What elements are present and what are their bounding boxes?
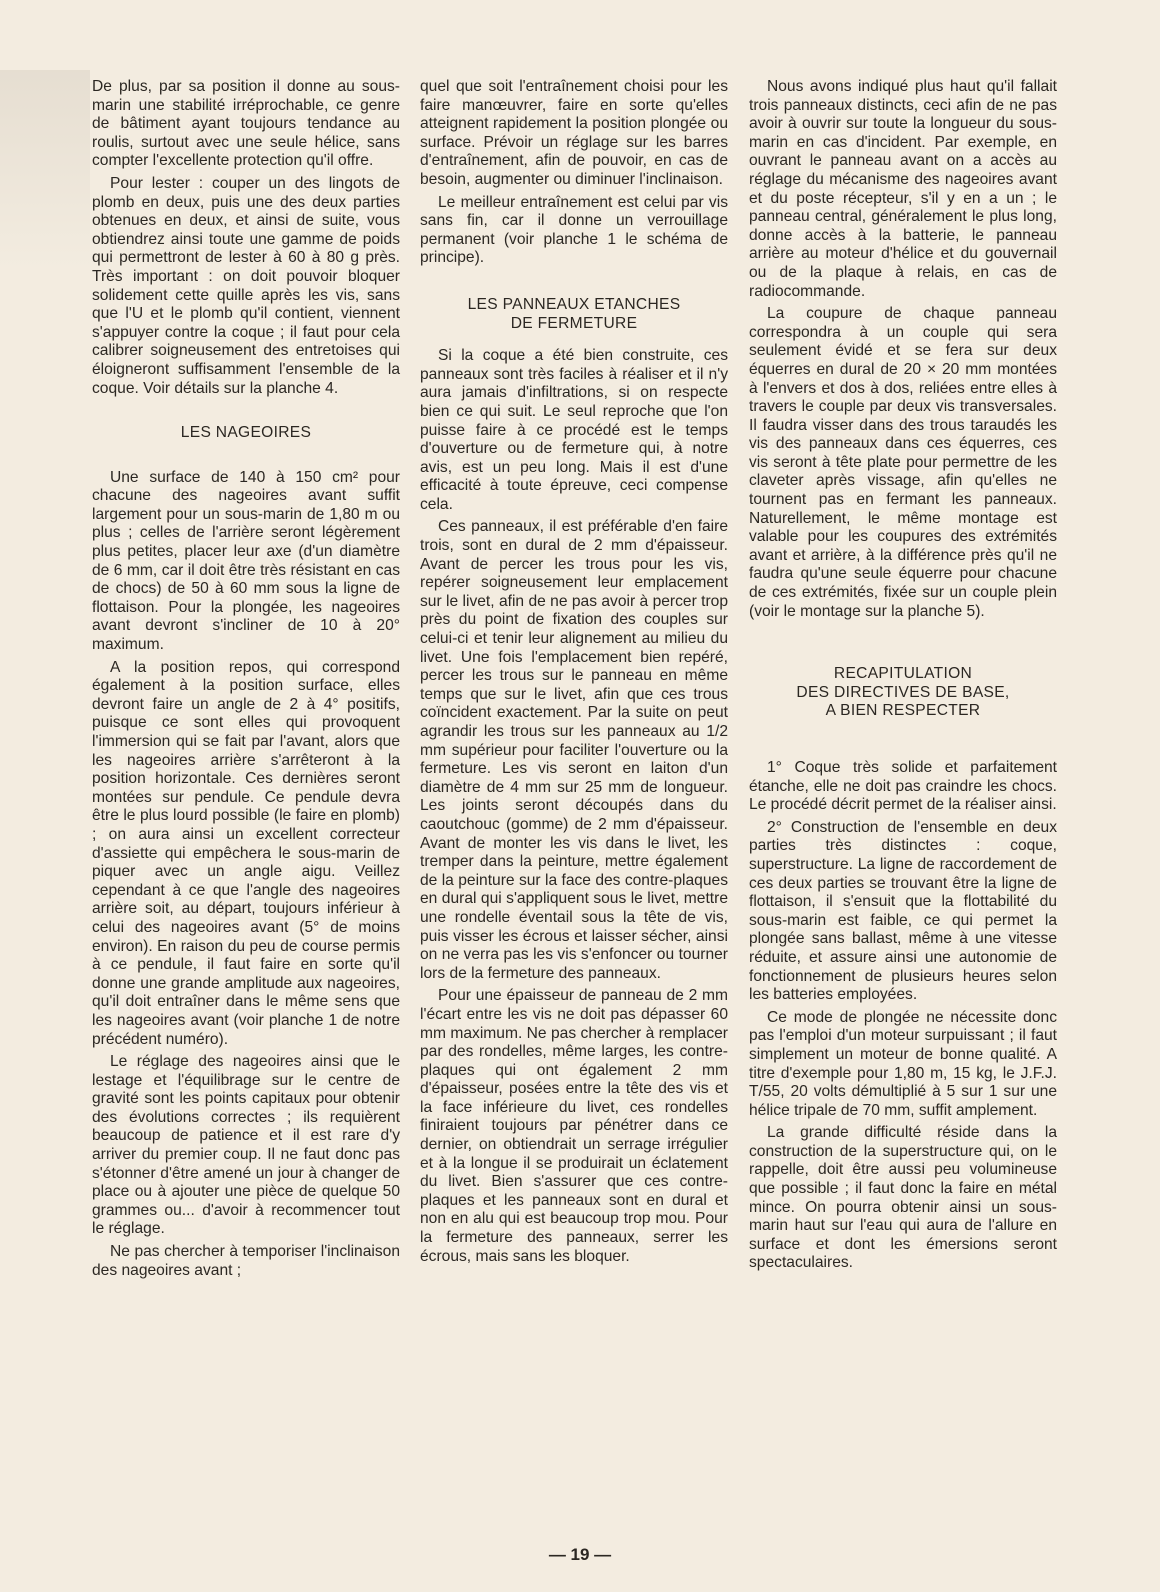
text-column-3: [749, 78, 1057, 1277]
page-stain: [0, 70, 90, 270]
paragraph: De plus, par sa position il donne au sous-marin une stabilité irréprochable, ce genre de bâtiment ayant toujours tendance au roulis, surtout avec une seule hélice, sans compter l'excellente protection qu'il offre.: [92, 78, 400, 170]
paragraph: Ne pas chercher à temporiser l'inclinaison des nageoires avant ;: [92, 1243, 400, 1279]
paragraph: A la position repos, qui correspond également à la position surface, elles devront faire un angle de 2 à 4° positifs, puisque ce sont elles qui provoquent l'immersion qui se fait par l'avant, alors que les nageoires arrière s'arrêteront à la position horizontale. Ces dernières seront montées sur pendule. Ce pendule devra être le plus lourd possible (le faire en plomb) ; on aura ainsi un excellent correcteur d'assiette qui empêchera le sous-marin de piquer avec un angle aigu. Veillez cependant à ce que l'angle des nageoires arrière soit, au départ, toujours inférieur à celui des nageoires avant (5° de moins environ). En raison du peu de course permis à ce pendule, il faut faire en sorte qu'il donne une grande amplitude aux nageoires, qu'il doit entraîner dans le même sens que les nageoires avant (voir planche 1 de notre précédent numéro).: [92, 658, 400, 1048]
section-heading-panneaux: [420, 296, 728, 333]
heading-line: LES PANNEAUX ETANCHES: [467, 295, 681, 313]
paragraph: quel que soit l'entraînement choisi pour les faire manœuvrer, faire en sorte qu'elles atteignent rapidement la position plongée ou surface. Prévoir un réglage sur les barres d'entraînement, afin de pouvoir, en cas de besoin, augmenter ou diminuer l'inclinaison.: [420, 78, 728, 188]
paragraph: Le réglage des nageoires ainsi que le lestage et l'équilibrage sur le centre de gravité sont les points capitaux pour obtenir des évolutions correctes ; ils requièrent beaucoup de patience et il est rare d'y arriver du premier coup. Il ne faut donc pas s'étonner d'être amené un jour à changer de place ou à ajouter une pièce de quelque 50 grammes ou... d'avoir à recommencer tout le réglage.: [92, 1053, 400, 1238]
paragraph: Nous avons indiqué plus haut qu'il fallait trois panneaux distincts, ceci afin de ne pas avoir à ouvrir sur toute la longueur du sous-marin en cas d'incident. Par exemple, en ouvrant le panneau avant on a accès au réglage du mécanisme des nageoires avant et du poste récepteur, s'il y en a un ; le panneau central, généralement le plus long, donne accès à la batterie, le panneau arrière au moteur d'hélice et du gouvernail ou de la plaque à relais, en cas de radiocommande.: [749, 78, 1057, 300]
page-number: — 19 —: [548, 1545, 612, 1564]
text-column-2: [420, 78, 728, 1270]
paragraph: 1° Coque très solide et parfaitement étanche, elle ne doit pas craindre les chocs. Le procédé décrit permet de la réaliser ainsi.: [749, 759, 1057, 814]
section-heading-recapitulation: [749, 665, 1057, 721]
paragraph: Ces panneaux, il est préférable d'en faire trois, sont en dural de 2 mm d'épaisseur. Avant de percer les trous pour les vis, repérer soigneusement leur emplacement sur le livet, afin de ne pas avoir à percer trop près du point de fixation des couples sur celui-ci et tenir leur alignement au milieu du livet. Une fois l'emplacement bien repéré, percer les trous sur le panneau en même temps que sur le livet, afin que ces trous coïncident exactement. Par la suite on peut agrandir les trous sur les panneaux au 1/2 mm supérieur pour faciliter l'ouverture ou la fermeture. Les vis seront en laiton d'un diamètre de 4 mm sur 25 mm de longueur. Les joints seront découpés dans du caoutchouc (gomme) de 2 mm d'épaisseur. Avant de monter les vis dans le livet, les tremper dans la peinture, mettre également de la peinture sur la face des contre-plaques en dural qui s'appliquent sous le livet, mettre une rondelle éventail sous la tête de vis, puis visser les écrous et laisser sécher, ainsi on ne verra pas les vis s'enfoncer ou tourner lors de la fermeture des panneaux.: [420, 518, 728, 982]
paragraph: Ce mode de plongée ne nécessite donc pas l'emploi d'un moteur surpuissant ; il faut simplement un moteur de bonne qualité. A titre d'exemple pour 1,80 m, 15 kg, le J.F.J. T/55, 20 volts démultiplié à 5 sur 1 sur une hélice tripale de 70 mm, suffit amplement.: [749, 1008, 1057, 1119]
paragraph: Le meilleur entraînement est celui par vis sans fin, car il donne un verrouillage permanent (voir planche 1 le schéma de principe).: [420, 193, 728, 267]
text-column-1: [92, 78, 400, 1284]
paragraph: La grande difficulté réside dans la construction de la superstructure qui, on le rappelle, doit être aussi peu volumineuse que possible ; il faut donc la faire en métal mince. On pourra obtenir ainsi un sous-marin haut sur l'eau qui aura de l'allure en surface et dont les émersions seront spectaculaires.: [749, 1124, 1057, 1272]
paragraph: Pour lester : couper un des lingots de plomb en deux, puis une des deux parties obtenues en deux, et ainsi de suite, vous obtiendrez ainsi toute une gamme de poids qui permettront de lester à 60 à 80 g près. Très important : on doit pouvoir bloquer solidement cette quille après les vis, sans que l'U et le plomb qu'il contient, viennent s'appuyer contre la coque ; il faut pour cela calibrer soigneusement des entretoises qui éloigneront suffisamment l'ensemble de la coque. Voir détails sur la planche 4.: [92, 174, 400, 397]
heading-line: A BIEN RESPECTER: [825, 702, 981, 720]
heading-line: RECAPITULATION: [833, 665, 973, 683]
paragraph: Si la coque a été bien construite, ces panneaux sont très faciles à réaliser et il n'y aura jamais d'infiltrations, si on respecte bien ce qui suit. Le seul reproche que l'on puisse faire à ce procédé est le temps d'ouverture ou de fermeture qui, à notre avis, est un peu long. Mais il est d'une efficacité à toute épreuve, ceci compense cela.: [420, 347, 728, 513]
paragraph: Pour une épaisseur de panneau de 2 mm l'écart entre les vis ne doit pas dépasser 60 mm maximum. Ne pas chercher à remplacer par des rondelles, même larges, les contre-plaques qui ont également 2 mm d'épaisseur, posées entre la tête des vis et la face inférieure du livet, ces rondelles finiraient toujours par pénétrer dans ce dernier, on obtiendrait un serrage irrégulier et à la longue il se produirait un éclatement du livet. Bien s'assurer que ces contre-plaques et les panneaux sont en dural et non en alu qui est beaucoup trop mou. Pour la fermeture des panneaux, serrer les écrous, mais sans les bloquer.: [420, 987, 728, 1265]
paragraph: Une surface de 140 à 150 cm² pour chacune des nageoires avant suffit largement pour un sous-marin de 1,80 m ou plus ; celles de l'arrière seront légèrement plus petites, placer leur axe (d'un diamètre de 6 mm, car il doit être très résistant en cas de chocs) de 50 à 60 mm sous la ligne de flottaison. Pour la plongée, les nageoires avant devront s'incliner de 10 à 20° maximum.: [92, 468, 400, 654]
heading-line: DE FERMETURE: [510, 314, 638, 332]
paragraph: 2° Construction de l'ensemble en deux parties très distinctes : coque, superstructure. La ligne de raccordement de ces deux parties se trouvant être la ligne de flottaison, il s'ensuit que la flottabilité du sous-marin est faible, ce qui permet la plongée sans ballast, même à une vitesse réduite, et assure ainsi une autonomie de fonctionnement de plusieurs heures selon les batteries employées.: [749, 818, 1057, 1004]
heading-line: DES DIRECTIVES DE BASE,: [796, 683, 1010, 701]
paragraph: La coupure de chaque panneau correspondra à un couple qui sera seulement évidé et se fera sur deux équerres en dural de 20 × 20 mm montées à l'envers et dos à dos, reliées entre elles à travers le couple par deux vis transversales. Il faudra visser dans des trous taraudés les vis des panneaux dans ces équerres, ces vis seront à tête plate pour permettre de les claveter après vissage, afin qu'elles ne tournent pas en fermant les panneaux. Naturellement, le même montage est valable pour les coupures des extrémités avant et arrière, à la différence près qu'il ne faudra qu'une seule équerre pour chacune de ces extrémités, fixée sur un couple plein (voir le montage sur la planche 5).: [749, 305, 1057, 620]
section-heading-nageoires: LES NAGEOIRES: [180, 424, 312, 442]
